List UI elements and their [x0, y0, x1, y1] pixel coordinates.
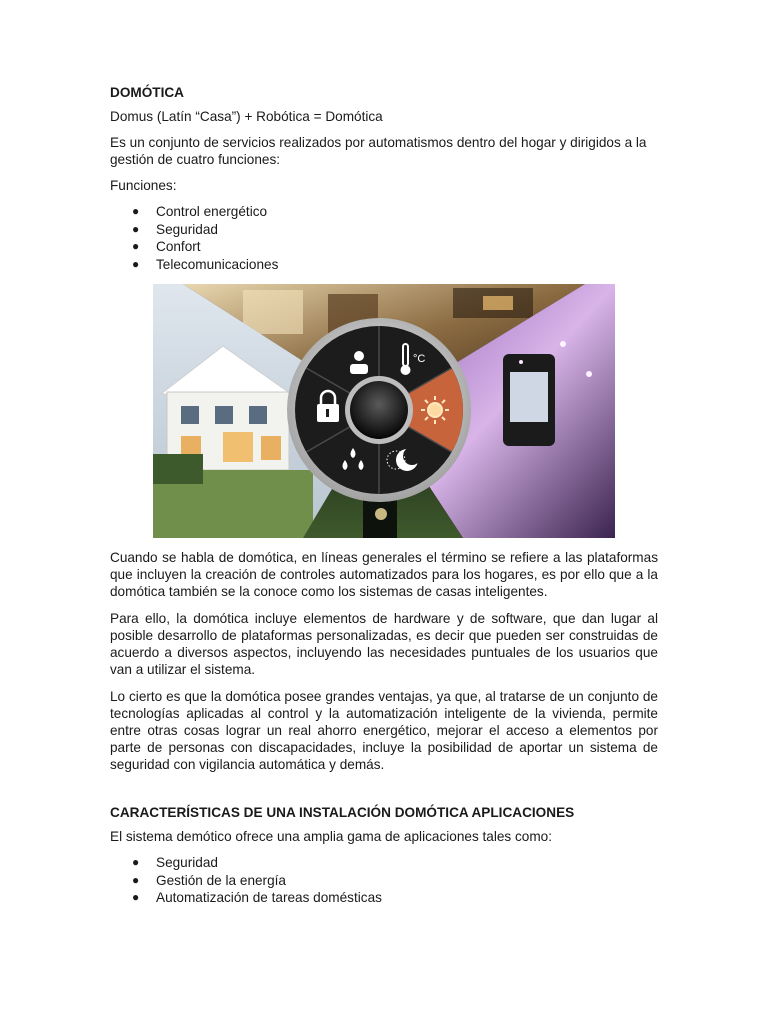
list-item: ● Confort — [132, 239, 201, 254]
bullet-icon: ● — [132, 855, 140, 869]
list-item: ● Seguridad — [132, 221, 218, 237]
bullet-icon: ● — [132, 221, 140, 236]
list-item: ● Automatización de tareas domésticas — [132, 890, 382, 905]
list-item: ● Gestión de la energía — [132, 872, 286, 888]
section-intro: El sistema demótico ofrece una amplia gama de aplicaciones tales como: — [110, 829, 553, 844]
bullet-icon: ● — [132, 872, 140, 887]
bullet-icon: ● — [132, 890, 140, 904]
paragraph: Lo cierto es que la domótica posee grandes ventajas, ya que, al tratarse de un conjunto de tecnologías aplicadas al control y la automatización inteligente de la vivienda, permite entre otras cosas lograr un real ahorro energético, mejorar el acceso a elementos por parte de personas con discapacidades, incluye la posibilidad de aportar un sistema de seguridad con vigilancia automática y demás. — [110, 689, 658, 772]
paragraph: Cuando se habla de domótica, en líneas generales el término se refiere a las plataformas que incluyen la creación de controles automatizados para los hogares, es por ello que a la domótica también se la conoce como los sistemas de casas inteligentes. — [110, 550, 658, 599]
bullet-icon: ● — [132, 204, 140, 218]
section-title: CARACTERÍSTICAS DE UNA INSTALACIÓN DOMÓTICA APLICACIONES — [110, 805, 575, 820]
section-spacer — [110, 783, 658, 804]
functions-label: Funciones: — [110, 178, 177, 193]
paragraph: Para ello, la domótica incluye elementos de hardware y de software, que dan lugar al posible desarrollo de plataformas personalizadas, es decir que pueden ser construidas de acuerdo a diversos aspectos, incluyendo las necesidades puntuales de los usuarios que van a utilizar el sistema. — [110, 611, 658, 677]
domotics-illustration — [153, 284, 615, 538]
definition-text: Domus (Latín “Casa”) + Robótica = Domótica — [110, 109, 383, 124]
dial-center-button — [350, 381, 408, 439]
bullet-icon: ● — [132, 239, 140, 253]
list-item: ● Control energético — [132, 204, 268, 219]
intro-text: Es un conjunto de servicios realizados por automatismos dentro del hogar y dirigidos a la gestión de cuatro funciones: — [110, 135, 647, 167]
document-page — [110, 84, 658, 907]
domotics-collage — [153, 284, 615, 538]
list-item: ● Telecomunicaciones — [132, 256, 279, 272]
svg-text:°C: °C — [413, 353, 426, 365]
bullet-icon: ● — [132, 256, 140, 271]
applications-list — [110, 854, 658, 907]
page-title: DOMÓTICA — [110, 85, 185, 100]
list-item: ● Seguridad — [132, 855, 218, 870]
functions-list — [110, 203, 658, 273]
